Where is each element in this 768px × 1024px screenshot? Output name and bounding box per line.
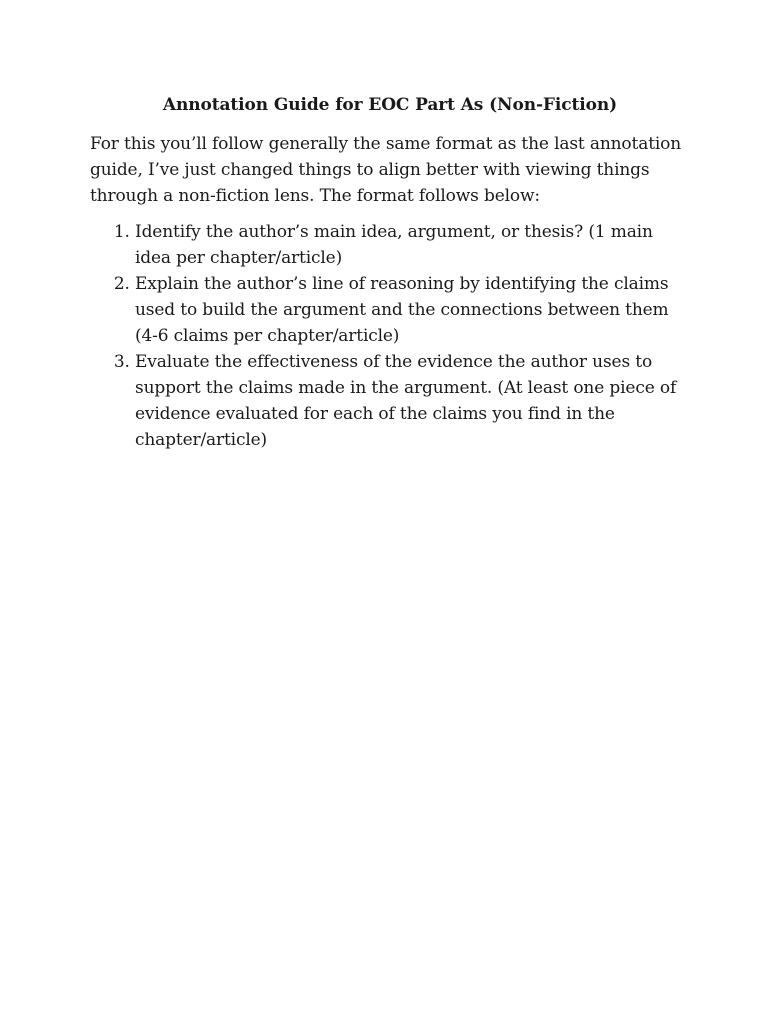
document-title: Annotation Guide for EOC Part As (Non-Fiction) xyxy=(162,95,618,115)
list-item: 1. Identify the author’s main idea, argument, or thesis? (1 main idea per chapter/article) xyxy=(135,219,690,271)
intro-paragraph: For this you’ll follow generally the same format as the last annotation guide, I’ve just changed things to align better with viewing things through a non-fiction lens. The format follows below: xyxy=(90,134,682,206)
list-item: 3. Evaluate the effectiveness of the evidence the author uses to support the claims made in the argument. (At least one piece of evidence evaluated for each of the claims you find in the chapter/article) xyxy=(135,349,690,453)
document-body xyxy=(90,92,690,453)
steps-list xyxy=(90,219,690,453)
list-item: 2. Explain the author’s line of reasoning by identifying the claims used to build the argument and the connections between them (4-6 claims per chapter/article) xyxy=(135,271,690,349)
